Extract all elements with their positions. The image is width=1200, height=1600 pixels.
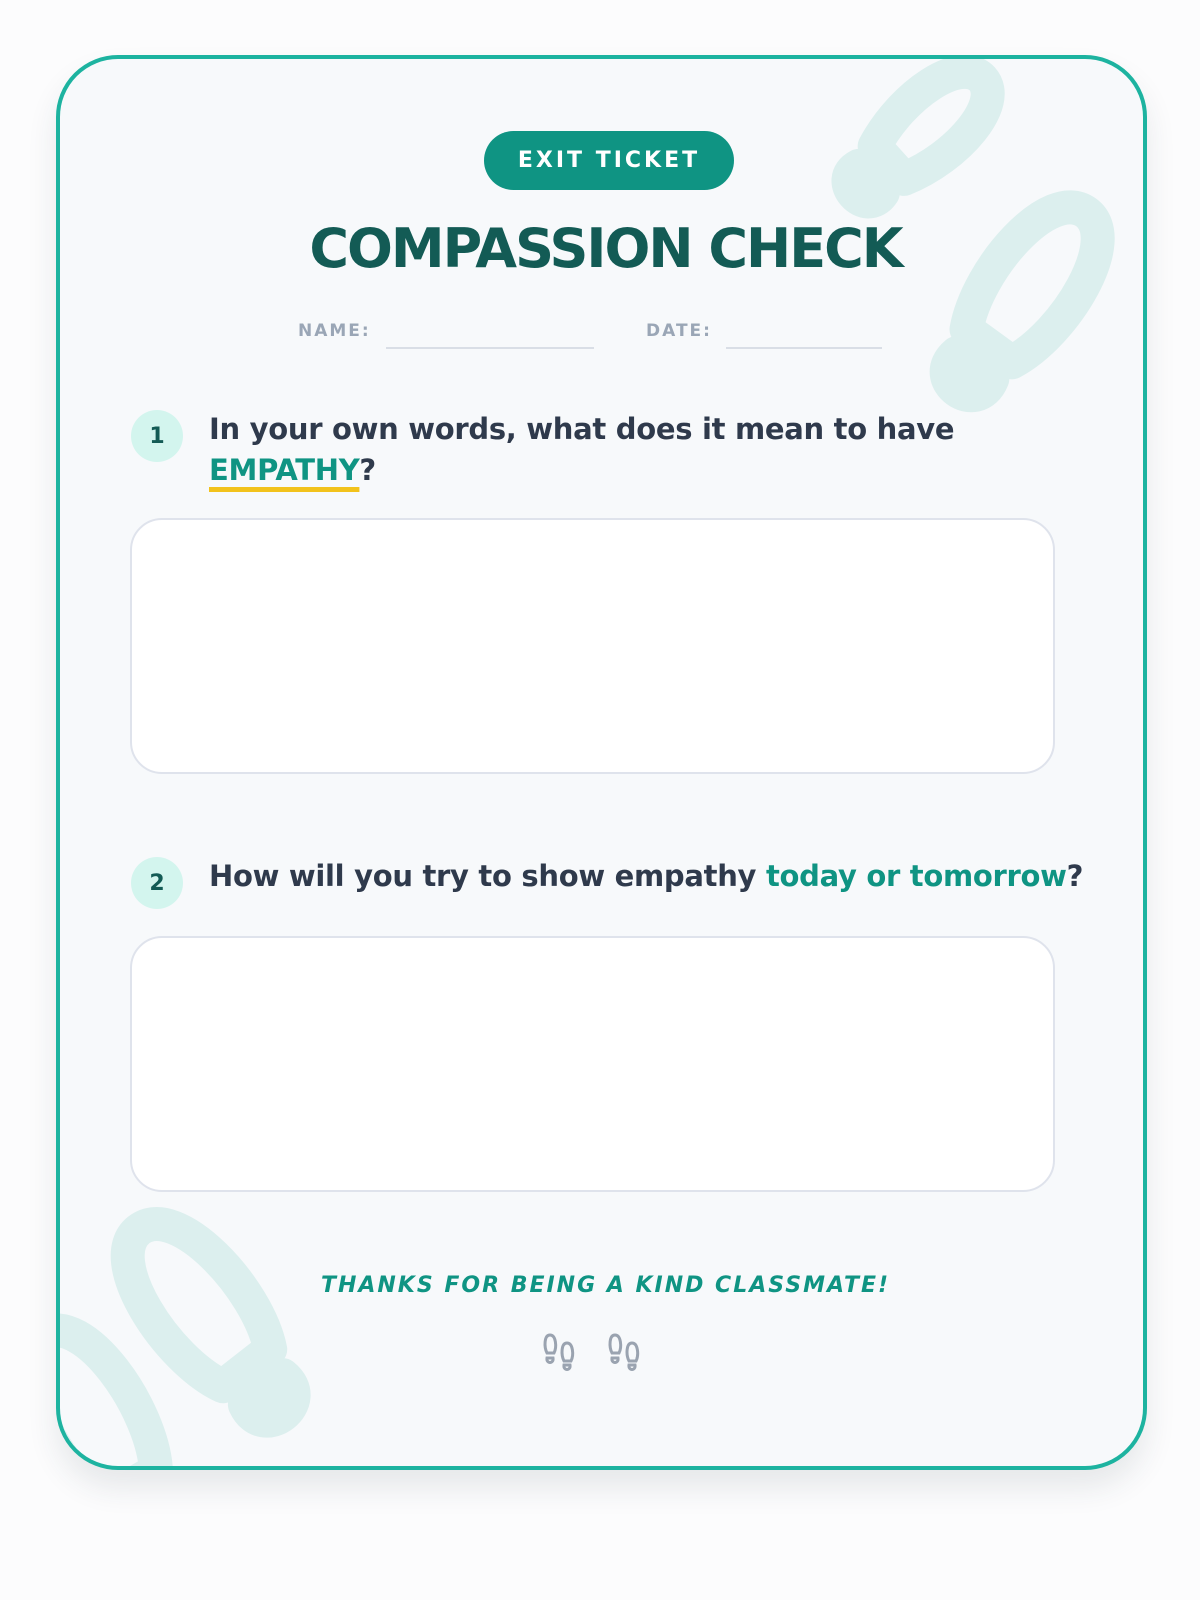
answer-box-1[interactable]: [130, 518, 1055, 774]
date-field[interactable]: [726, 347, 882, 349]
question-number: 1: [131, 410, 183, 462]
question-mark: ?: [359, 453, 376, 487]
footprints-icon: [540, 1331, 580, 1373]
name-label: NAME:: [298, 321, 371, 341]
question-text: How will you try to show empathy: [209, 859, 757, 893]
question-keyword: today or tomorrow: [765, 859, 1067, 893]
footprint-icon: [832, 59, 1003, 218]
question-text: In your own words, what does it mean to have: [209, 412, 955, 446]
footprint-icon: [103, 1202, 319, 1443]
question-2-text: [209, 856, 1089, 897]
name-field[interactable]: [386, 347, 594, 349]
question-mark: ?: [1066, 859, 1084, 893]
exit-ticket-card: [56, 55, 1147, 1470]
question-number: 2: [131, 857, 183, 909]
footprints-icon: [605, 1331, 645, 1373]
date-label: DATE:: [646, 321, 712, 341]
thanks-message: THANKS FOR BEING A KIND CLASSMATE!: [320, 1273, 891, 1298]
question-keyword: EMPATHY: [209, 453, 360, 487]
exit-ticket-badge: EXIT TICKET: [484, 131, 734, 190]
question-1-text: [209, 409, 1089, 491]
answer-box-2[interactable]: [130, 936, 1055, 1192]
page-title: COMPASSION CHECK: [309, 217, 902, 280]
footprint-icon: [60, 1311, 169, 1470]
